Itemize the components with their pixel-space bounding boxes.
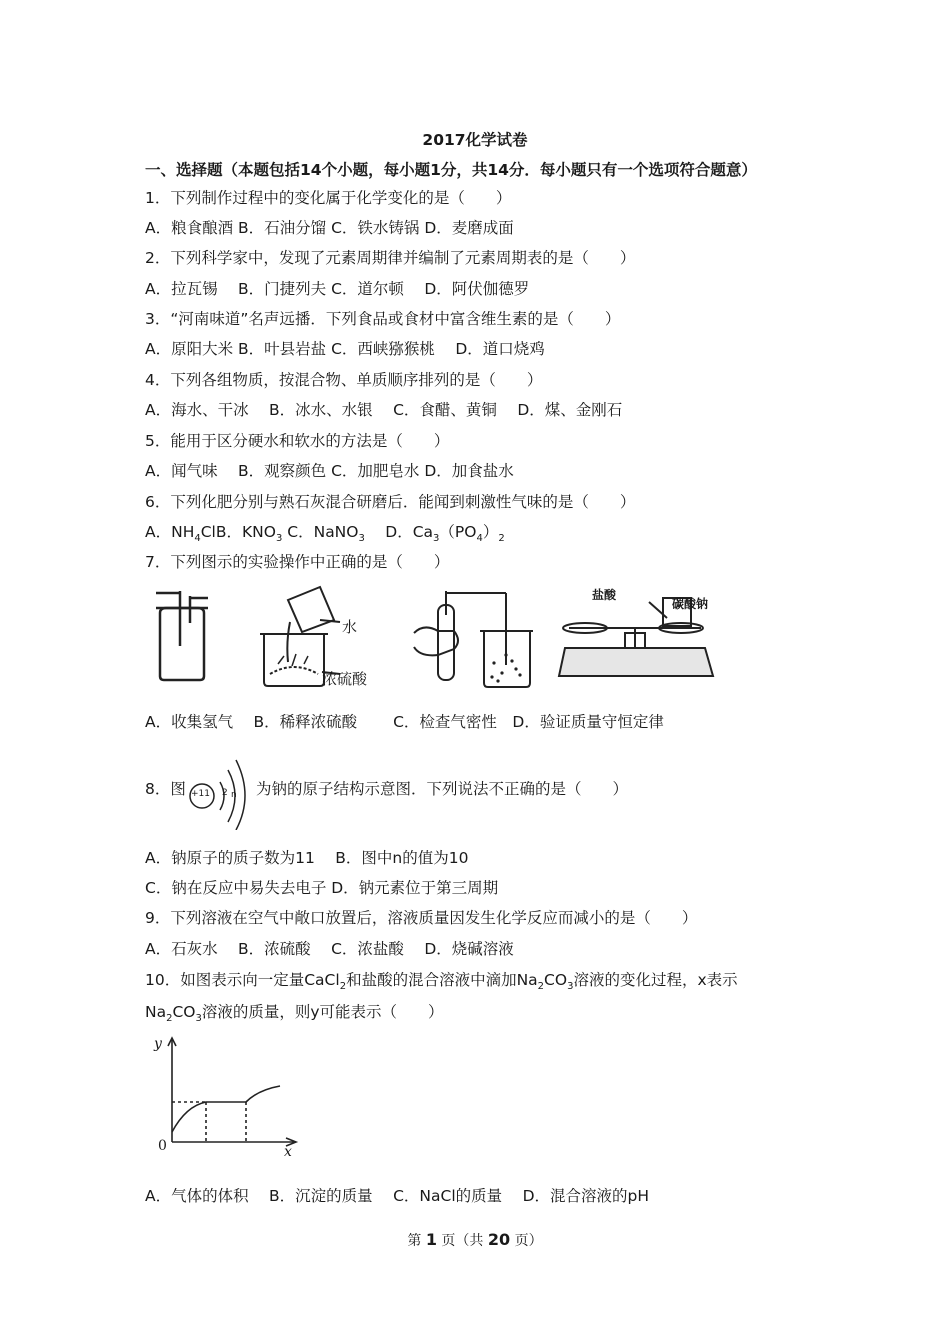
q8-options-1: A．钠原子的质子数为11 B．图中n的值为10 xyxy=(145,849,469,867)
q7-options: A．收集氢气 B．稀释浓硫酸 C．检查气密性 D．验证质量守恒定律 xyxy=(145,713,664,731)
q4-stem: 4．下列各组物质，按混合物、单质顺序排列的是（ ） xyxy=(145,371,543,389)
q8-stem-suffix: 为钠的原子结构示意图．下列说法不正确的是（ ） xyxy=(256,780,629,798)
graph-origin-label: 0 xyxy=(158,1138,167,1154)
label-water: 水 xyxy=(342,618,358,636)
q7-stem: 7．下列图示的实验操作中正确的是（ ） xyxy=(145,553,450,571)
q5-options: A．闻气味 B．观察颜色 C．加肥皂水 D．加食盐水 xyxy=(145,462,514,480)
airtightness-figure xyxy=(408,585,533,695)
page-footer: 第 1 页（共 20 页） xyxy=(407,1230,543,1249)
shell2-electrons: n xyxy=(231,790,237,800)
nucleus-charge: +11 xyxy=(191,789,210,799)
q1-stem: 1．下列制作过程中的变化属于化学变化的是（ ） xyxy=(145,189,512,207)
q6-options: A．$NH_4ClB$．$KNO_3$ C．NaNO$_3$ D．$Ca_3(PO_4)_2$ xyxy=(145,523,505,545)
q9-stem: 9．下列溶液在空气中敞口放置后，溶液质量因发生化学反应而减小的是（ ） xyxy=(145,909,698,927)
shell1-electrons: 2 xyxy=(222,788,228,798)
q5-stem: 5．能用于区分硬水和软水的方法是（ ） xyxy=(145,432,450,450)
gas-collection-bottle-figure xyxy=(150,588,215,683)
q10-stem-2: $Na_2CO_3$溶液的质量，则y可能表示（ ） xyxy=(145,1003,444,1025)
q8-options-2: C．钠在反应中易失去电子 D．钠元素位于第三周期 xyxy=(145,879,499,897)
q9-options: A．石灰水 B．浓硫酸 C．浓盐酸 D．烧碱溶液 xyxy=(145,940,514,958)
label-concentrated-sulfuric-acid: 浓硫酸 xyxy=(322,670,368,688)
q2-options: A．拉瓦锡 B．门捷列夫 C．道尔顿 D．阿伏伽德罗 xyxy=(145,280,530,298)
label-hydrochloric-acid: 盐酸 xyxy=(592,588,617,602)
graph-x-label: x xyxy=(284,1144,292,1160)
q3-options: A．原阳大米 B．叶县岩盐 C．西峡猕猴桃 D．道口烧鸡 xyxy=(145,340,545,358)
q10-stem-1: 10．如图表示向一定量CaCl$_2$和盐酸的混合溶液中滴加$Na_2CO_3$溶液的变化过程，x表示 xyxy=(145,971,738,993)
q4-options: A．海水、干冰 B．冰水、水银 C．食醋、黄铜 D．煤、金刚石 xyxy=(145,401,623,419)
page-title: 2017化学试卷 xyxy=(422,131,528,149)
graph-y-label: y xyxy=(154,1036,162,1052)
q8-stem-prefix: 8．图 xyxy=(145,780,186,798)
q10-graph xyxy=(150,1034,300,1162)
q2-stem: 2．下列科学家中，发现了元素周期律并编制了元素周期表的是（ ） xyxy=(145,249,636,267)
q3-stem: 3．“河南味道”名声远播．下列食品或食材中富含维生素的是（ ） xyxy=(145,310,621,328)
section-heading: 一、选择题（本题包括14个小题，每小题1分，共14分．每小题只有一个选项符合题意） xyxy=(145,161,757,179)
q10-options: A．气体的体积 B．沉淀的质量 C．NaCl的质量 D．混合溶液的pH xyxy=(145,1187,649,1205)
q6-stem: 6．下列化肥分别与熟石灰混合研磨后．能闻到刺激性气味的是（ ） xyxy=(145,493,636,511)
label-sodium-carbonate: 碳酸钠 xyxy=(672,597,709,611)
q1-options: A．粮食酿酒 B．石油分馏 C．铁水铸锅 D．麦磨成面 xyxy=(145,219,514,237)
